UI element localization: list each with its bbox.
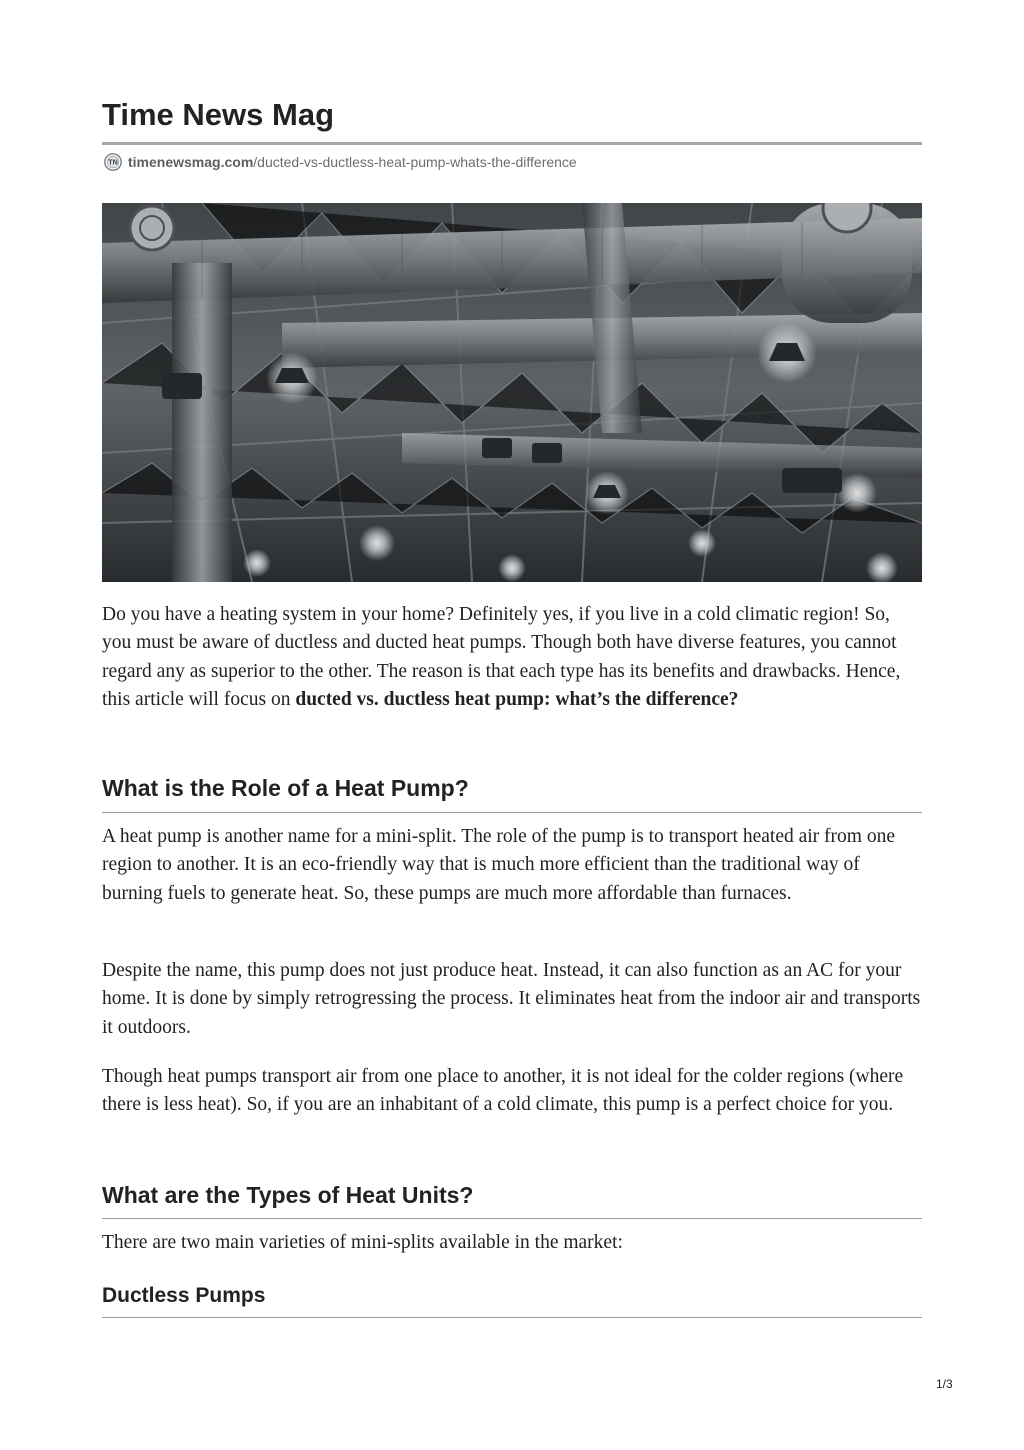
section-divider — [102, 812, 922, 813]
paragraph: Despite the name, this pump does not just produce heat. Instead, it can also function as an AC for your home. It is done by simply retrogressing the process. It eliminates heat from the indoor air and transports it outdoors. — [102, 960, 921, 1038]
hvac-ceiling-ducts-photo — [102, 203, 922, 582]
source-url[interactable] — [104, 152, 577, 172]
section-heading-types: What are the Types of Heat Units? — [102, 1182, 474, 1208]
hero-image — [102, 203, 922, 582]
subsection-heading-ductless: Ductless Pumps — [102, 1284, 266, 1307]
intro-bold-text: ducted vs. ductless heat pump: what’s the difference? — [295, 688, 739, 710]
intro-paragraph — [102, 601, 924, 714]
title-divider — [102, 142, 922, 145]
section-divider — [102, 1218, 922, 1219]
subsection-divider — [102, 1317, 922, 1318]
section-heading-role: What is the Role of a Heat Pump? — [102, 775, 469, 801]
svg-text:TN: TN — [108, 159, 118, 167]
page-number: 1/3 — [936, 1377, 953, 1391]
site-logo-icon — [104, 153, 122, 171]
url-domain: timenewsmag.com — [128, 154, 254, 170]
paragraph: There are two main varieties of mini-splits available in the market: — [102, 1232, 623, 1253]
site-title: Time News Mag — [102, 97, 335, 132]
intro-text: Do you have a heating system in your home? Definitely yes, if you live in a cold climatic region! So, you must be aware of ductless and ducted heat pumps. Though both have diverse features, you cannot regard any as superior to the other. The reason is that each type has its benefits and drawbacks. Hence, this article will focus on — [102, 604, 901, 710]
url-path: /ducted-vs-ductless-heat-pump-whats-the-difference — [253, 154, 577, 170]
paragraph: Though heat pumps transport air from one place to another, it is not ideal for the colder regions (where there is less heat). So, if you are an inhabitant of a cold climate, this pump is a perfect choice for you. — [102, 1066, 904, 1116]
paragraph: A heat pump is another name for a mini-split. The role of the pump is to transport heated air from one region to another. It is an eco-friendly way that is much more efficient than the traditional way of burning fuels to generate heat. So, these pumps are much more affordable than furnaces. — [102, 826, 895, 904]
